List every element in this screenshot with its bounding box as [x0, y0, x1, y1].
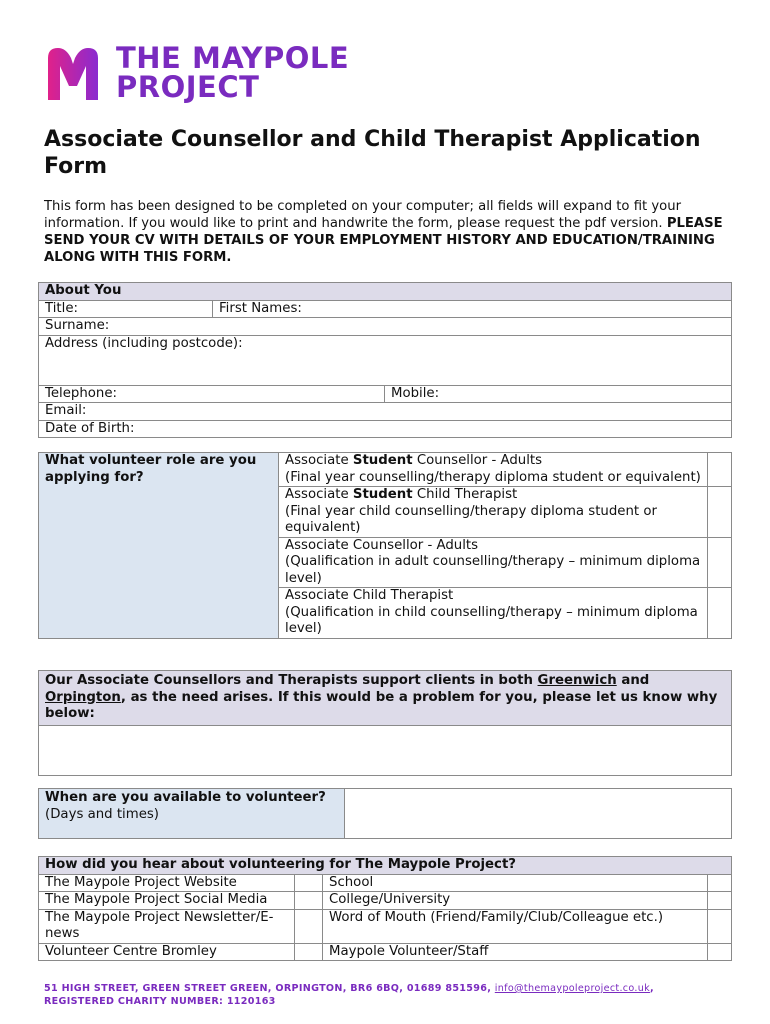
availability-table	[38, 788, 732, 839]
intro-text	[44, 198, 734, 266]
logo-line-1: THE MAYPOLE	[116, 41, 350, 75]
page-title: Associate Counsellor and Child Therapist Application Form	[44, 127, 701, 179]
referral-option-college: College/University	[323, 892, 708, 910]
referral-option-website: The Maypole Project Website	[39, 874, 295, 892]
referral-option-newsletter: The Maypole Project Newsletter/E-news	[39, 909, 295, 943]
role-option-4-checkbox[interactable]	[708, 588, 732, 639]
logo-line-2: PROJECT	[116, 70, 260, 104]
role-option-3-checkbox[interactable]	[708, 537, 732, 588]
about-you-table	[38, 282, 732, 438]
location-table	[38, 670, 732, 776]
referral-college-checkbox[interactable]	[708, 892, 732, 910]
date-of-birth-field[interactable]: Date of Birth:	[39, 420, 732, 438]
referral-school-checkbox[interactable]	[708, 874, 732, 892]
maypole-logo	[44, 41, 350, 104]
address-field[interactable]: Address (including postcode):	[39, 335, 732, 385]
role-question: What volunteer role are you applying for?	[39, 453, 279, 639]
location-answer-field[interactable]	[39, 725, 732, 775]
referral-newsletter-checkbox[interactable]	[295, 909, 323, 943]
footer-email-link[interactable]: info@themaypoleproject.co.uk	[494, 983, 650, 994]
referral-volunteer-centre-checkbox[interactable]	[295, 943, 323, 961]
referral-option-maypole-staff: Maypole Volunteer/Staff	[323, 943, 708, 961]
referral-option-social-media: The Maypole Project Social Media	[39, 892, 295, 910]
email-field[interactable]: Email:	[39, 403, 732, 421]
referral-table	[38, 856, 732, 961]
role-option-1-checkbox[interactable]	[708, 453, 732, 487]
footer-charity-number: REGISTERED CHARITY NUMBER: 1120163	[44, 996, 276, 1007]
role-option-2-checkbox[interactable]	[708, 487, 732, 538]
role-table	[38, 452, 732, 639]
first-names-field[interactable]: First Names:	[213, 300, 732, 318]
referral-question: How did you hear about volunteering for The Maypole Project?	[39, 857, 732, 875]
role-option-3: Associate Counsellor - Adults (Qualification in adult counselling/therapy – minimum diploma level)	[279, 537, 708, 588]
title-field[interactable]: Title:	[39, 300, 213, 318]
role-option-4: Associate Child Therapist (Qualification in child counselling/therapy – minimum diploma level)	[279, 588, 708, 639]
footer: 51 HIGH STREET, GREEN STREET GREEN, ORPINGTON, BR6 6BQ, 01689 851596, info@themaypoleproject.co.uk, REGISTERED CHARITY NUMBER: 1120163	[44, 983, 654, 1007]
referral-website-checkbox[interactable]	[295, 874, 323, 892]
referral-option-word-of-mouth: Word of Mouth (Friend/Family/Club/Colleague etc.)	[323, 909, 708, 943]
referral-option-school: School	[323, 874, 708, 892]
referral-word-of-mouth-checkbox[interactable]	[708, 909, 732, 943]
footer-address: 51 HIGH STREET, GREEN STREET GREEN, ORPINGTON, BR6 6BQ, 01689 851596,	[44, 983, 495, 994]
location-question: Our Associate Counsellors and Therapists support clients in both Greenwich and Orpington, as the need arises. If this would be a problem for you, please let us know why below:	[39, 671, 732, 726]
logo-wordmark	[116, 41, 350, 104]
availability-answer-field[interactable]	[345, 789, 732, 839]
maypole-m-icon	[44, 44, 102, 102]
intro-instructions: This form has been designed to be completed on your computer; all fields will expand to fit your information. If you would like to print and handwrite the form, please request the pdf version.	[44, 199, 682, 231]
referral-social-media-checkbox[interactable]	[295, 892, 323, 910]
mobile-field[interactable]: Mobile:	[385, 385, 732, 403]
telephone-field[interactable]: Telephone:	[39, 385, 385, 403]
referral-option-volunteer-centre: Volunteer Centre Bromley	[39, 943, 295, 961]
role-option-1: Associate Student Counsellor - Adults (Final year counselling/therapy diploma student or equivalent)	[279, 453, 708, 487]
availability-question: When are you available to volunteer? (Days and times)	[39, 789, 345, 839]
referral-maypole-staff-checkbox[interactable]	[708, 943, 732, 961]
intro-cv-notice: PLEASE SEND YOUR CV WITH DETAILS OF YOUR EMPLOYMENT HISTORY AND EDUCATION/TRAINING ALONG WITH THIS FORM.	[44, 216, 723, 265]
about-you-heading: About You	[39, 283, 732, 301]
role-option-2: Associate Student Child Therapist (Final year child counselling/therapy diploma student or equivalent)	[279, 487, 708, 538]
surname-field[interactable]: Surname:	[39, 318, 732, 336]
